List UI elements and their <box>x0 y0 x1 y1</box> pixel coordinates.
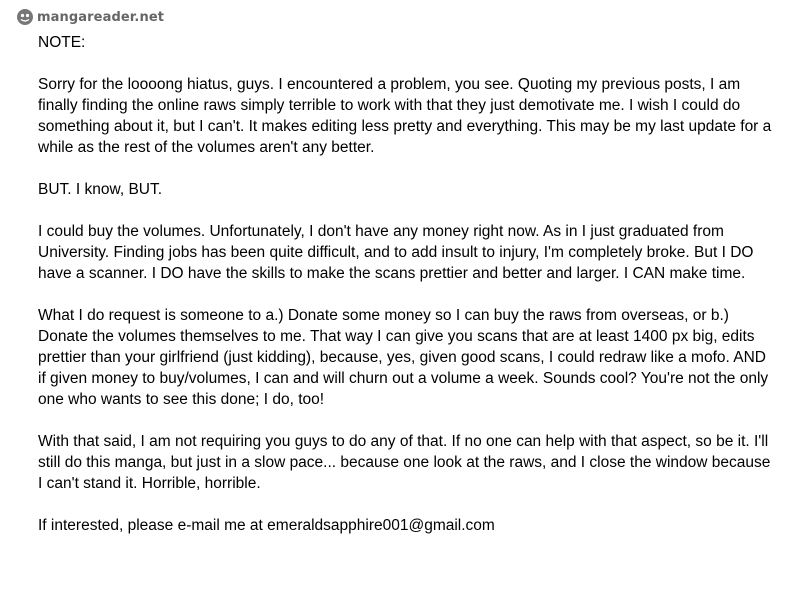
note-body <box>38 32 778 557</box>
mangareader-logo-icon <box>16 8 34 26</box>
note-title: NOTE: <box>38 34 86 51</box>
note-paragraph: BUT. I know, BUT. <box>38 181 163 198</box>
note-paragraph: I could buy the volumes. Unfortunately, I don't have any money right now. As in I just graduated from University. Finding jobs has been quite difficult, and to add insult to injury, I'm completely broke. But I DO have a scanner. I DO have the skills to make the scans prettier and better and larger. I CAN make time. <box>38 223 754 282</box>
note-paragraph: Sorry for the loooong hiatus, guys. I encountered a problem, you see. Quoting my previous posts, I am finally finding the online raws simply terrible to work with that they just demotivate me. I wish I could do something about it, but I can't. It makes editing less pretty and everything. This may be my last update for a while as the rest of the volumes aren't any better. <box>38 76 772 156</box>
note-paragraph: What I do request is someone to a.) Donate some money so I can buy the raws from overseas, or b.) Donate the volumes themselves to me. That way I can give you scans that are at least 1400 px big, edits prettier than your girlfriend (just kidding), because, yes, given good scans, I could redraw like a mofo. AND if given money to buy/volumes, I can and will churn out a volume a week. Sounds cool? You're not the only one who wants to see this done; I do, too! <box>38 307 769 408</box>
note-paragraph: With that said, I am not requiring you guys to do any of that. If no one can help with that aspect, so be it. I'll still do this manga, but just in a slow pace... because one look at the raws, and I close the window because I can't stand it. Horrible, horrible. <box>38 433 771 492</box>
watermark-text: mangareader.net <box>37 9 165 25</box>
note-contact: If interested, please e-mail me at emeraldsapphire001@gmail.com <box>38 517 495 534</box>
site-watermark <box>16 6 164 28</box>
